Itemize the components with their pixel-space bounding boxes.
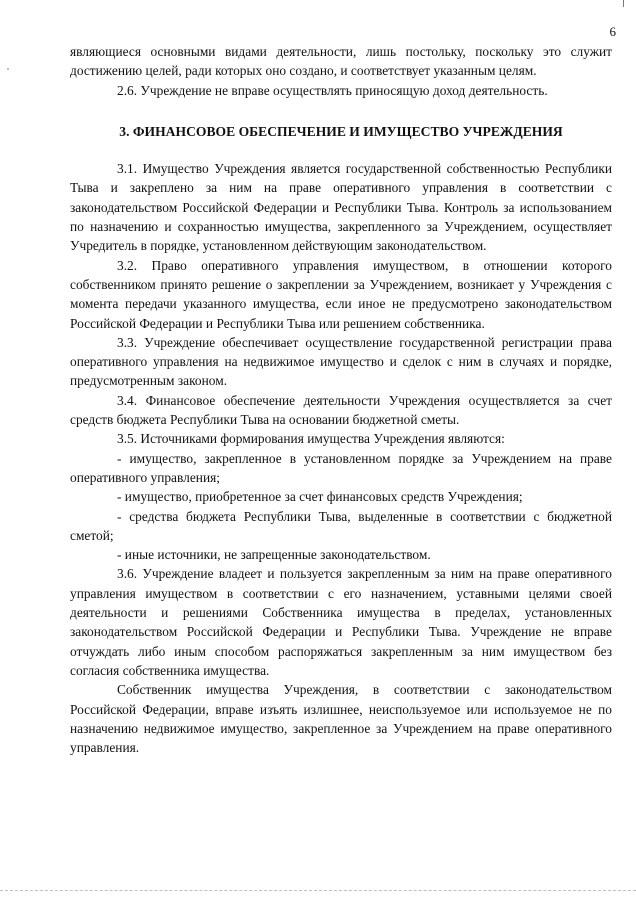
paragraph-3-6: 3.6. Учреждение владеет и пользуется закрепленным за ним на праве оперативного управления имуществом в соответствии с его назначением, уставными целями своей деятельности и решениями Собственника имущества в пределах, установленных законодательством Российской Федерации и Республики Тыва. Учреждение не вправе отчуждать либо иным способом распоряжаться закрепленным за ним имуществом без согласия собственника имущества. [70,566,612,678]
list-item-1: - имущество, закрепленное в установленном порядке за Учреждением на праве оперативного управления; [70,450,612,485]
section-heading: 3. ФИНАНСОВОЕ ОБЕСПЕЧЕНИЕ И ИМУЩЕСТВО УЧРЕЖДЕНИЯ [119,123,563,139]
document-body [70,42,612,757]
paragraph-owner: Собственник имущества Учреждения, в соответствии с законодательством Российской Федерации, вправе изъять излишнее, неиспользуемое или используемое не по назначению недвижимое имущество, закрепленное за Учреждением на праве оперативного управления. [70,682,612,756]
page-number: 6 [609,24,616,39]
paragraph-3-4: 3.4. Финансовое обеспечение деятельности Учреждения осуществляется за счет средств бюджета Республики Тыва на основании бюджетной сметы. [70,392,612,428]
list-item-4: - иные источники, не запрещенные законодательством. [117,547,431,563]
paragraph-2-6: 2.6. Учреждение не вправе осуществлять приносящую доход деятельность. [117,82,548,98]
scan-bottom-edge [0,890,636,892]
list-item-3: - средства бюджета Республики Тыва, выделенные в соответствии с бюджетной сметой; [70,508,612,543]
paragraph-3-2: 3.2. Право оперативного управления имуществом, в отношении которого собственником принято решение о закреплении за Учреждением, возникает у Учреждения с момента передачи указанного имущества, если иное не предусмотрено законодательством Российской Федерации и Республики Тыва или решением собственника. [70,257,612,331]
paragraph-3-3: 3.3. Учреждение обеспечивает осуществление государственной регистрации права оперативного управления на недвижимое имущество и сделок с ним в случаях и порядке, предусмотренным законом. [70,334,612,389]
paragraph-3-1: 3.1. Имущество Учреждения является государственной собственностью Республики Тыва и закреплено за ним на праве оперативного управления в соответствии с законодательством Российской Федерации и Республики Тыва. Контроль за использованием по назначению и сохранностью имущества, закрепленного за Учреждением, осуществляет Учредитель в порядке, установленном действующим законодательством. [70,161,612,254]
list-item-2: - имущество, приобретенное за счет финансовых средств Учреждения; [117,489,523,505]
scan-tick-mark [623,0,624,7]
paragraph-3-5: 3.5. Источниками формирования имущества Учреждения являются: [117,431,505,447]
continuation-paragraph: являющиеся основными видами деятельности, лишь постольку, поскольку это служит достижению целей, ради которых оно создано, и соответствует указанным целям. [70,44,612,79]
scan-dot [7,68,9,70]
